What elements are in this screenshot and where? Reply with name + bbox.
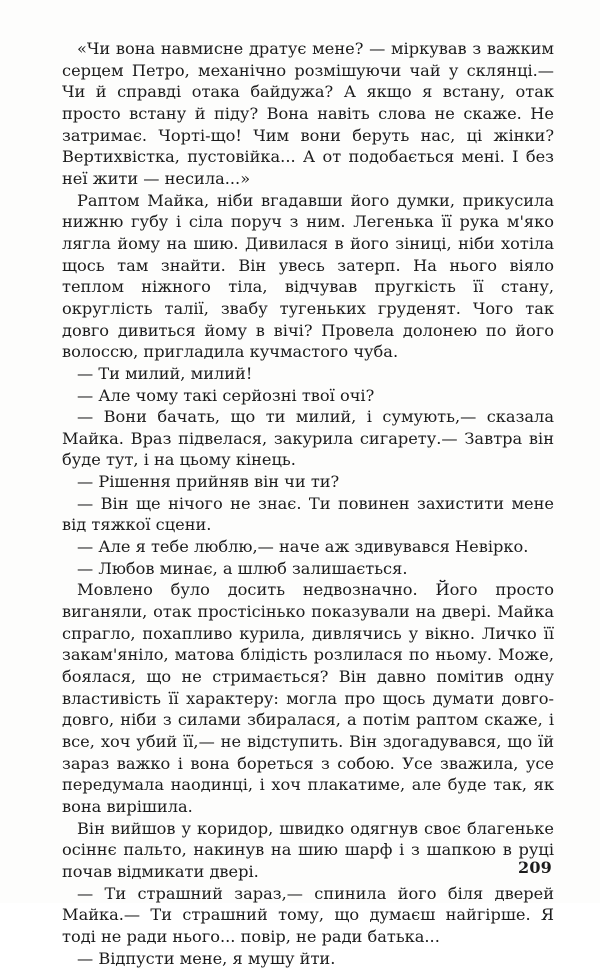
dialogue-line: — Рішення прийняв він чи ти? bbox=[77, 472, 340, 492]
dialogue-line: — Він ще нічого не знає. Ти повинен захистити мене від тяжкої сцени. bbox=[62, 493, 554, 535]
dialogue-line: — Але чому такі серйозні твої очі? bbox=[77, 385, 375, 405]
paragraph: «Чи вона навмисне дратує мене? — міркував з важким серцем Петро, механічно розмішуючи чай у склянці.— Чи й справді отака байдужа? А якщо я встану, отак просто встану й піду? Вона навіть слова не скаже. Не затримає. Чорті-що! Чим вони беруть нас, ці жінки? Вертихвістка, пустовійка... А от подобається мені. І без неї жити — несила...» bbox=[62, 39, 554, 188]
dialogue-line: — Відпусти мене, я мушу йти. bbox=[77, 948, 336, 968]
dialogue-line: — Вони бачать, що ти милий, і сумують,— сказала Майка. Враз підвелася, закурила сигарету.— Завтра він буде тут, і на цьому кінець. bbox=[62, 407, 554, 470]
paragraph: Він вийшов у коридор, швидко одягнув своє благеньке осіннє пальто, накинув на шию шарф і з шапкою в руці почав відмикати двері. bbox=[62, 818, 554, 881]
paragraph: Раптом Майка, ніби вгадавши його думки, прикусила нижню губу і сіла поруч з ним. Легенька її рука м'яко лягла йому на шию. Дивилася в його зіниці, ніби хотіла щось там знайти. Він увесь затерп. На нього віяло теплом ніжного тіла, відчував пругкість її стану, округлість талії, звабу тугеньких груденят. Чого так довго дивиться йому в вічі? Провела долонею по його волоссю, пригладила кучмастого чуба. bbox=[62, 190, 554, 362]
paragraph: Мовлено було досить недвозначно. Його просто виганяли, отак простісінько показували на двері. Майка спрагло, похапливо курила, дивлячись у вікно. Личко її закам'яніло, матова блідість розлилася по ньому. Може, боялася, що не стримається? Він давно помітив одну властивість її характеру: могла про щось думати довго-довго, ніби з силами збиралася, а потім раптом скаже, і все, хоч убий її,— не відступить. Він здогадувався, що їй зараз важко і вона бореться з собою. Усе зважила, усе передумала наодинці, і хоч плакатиме, але буде так, як вона вирішила. bbox=[62, 580, 554, 816]
page-number: 209 bbox=[518, 858, 552, 877]
dialogue-line: — Але я тебе люблю,— наче аж здивувався Невірко. bbox=[77, 537, 529, 557]
dialogue-line: — Любов минає, а шлюб залишається. bbox=[77, 558, 408, 578]
page-text bbox=[62, 38, 554, 969]
dialogue-line: — Ти милий, милий! bbox=[77, 363, 253, 383]
dialogue-line: — Ти страшний зараз,— спинила його біля дверей Майка.— Ти страшний тому, що думаєш найгірше. Я тоді не ради нього... повір, не ради батька... bbox=[62, 883, 554, 946]
